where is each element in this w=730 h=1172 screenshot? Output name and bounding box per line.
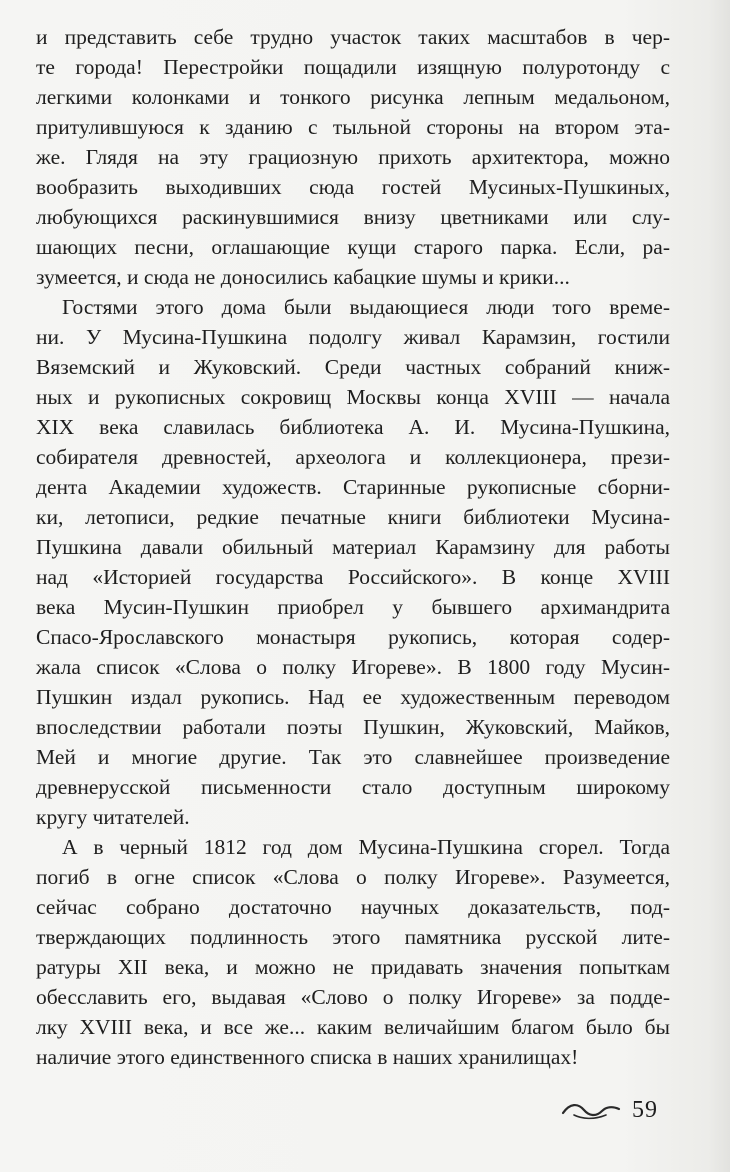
text-line: зумеется, и сюда не доносились кабацкие шумы и крики... [36,265,570,289]
text-line: и представить себе трудно участок таких масштабов в чер- [36,25,670,49]
text-line: погиб в огне список «Слова о полку Игореве». Разумеется, [36,865,670,889]
body-text [36,22,670,1072]
text-line: жала список «Слова о полку Игореве». В 1800 году Мусин- [36,655,670,679]
text-line: сейчас собрано достаточно научных доказательств, под- [36,895,670,919]
text-line: дента Академии художеств. Старинные рукописные сборни- [36,475,670,499]
text-line: ки, летописи, редкие печатные книги библиотеки Мусина- [36,505,670,529]
text-line: собирателя древностей, археолога и коллекционера, прези- [36,445,670,469]
swash-ornament-icon [560,1097,622,1123]
text-line: шающих песни, оглашающие кущи старого парка. Если, ра- [36,235,670,259]
text-line: Пушкин издал рукопись. Над ее художественным переводом [36,685,670,709]
text-line: над «Историей государства Российского». В конце XVIII [36,565,670,589]
text-line: века Мусин-Пушкин приобрел у бывшего архимандрита [36,595,670,619]
text-line: обесславить его, выдавая «Слово о полку Игореве» за подде- [36,985,670,1009]
text-line: ных и рукописных сокровищ Москвы конца XVIII — начала [36,385,670,409]
text-line: ни. У Мусина-Пушкина подолгу живал Карамзин, гостили [36,325,670,349]
text-line: Спасо-Ярославского монастыря рукопись, которая содер- [36,625,670,649]
text-line: древнерусской письменности стало доступным широкому [36,775,670,799]
text-line: ратуры XII века, и можно не придавать значения попыткам [36,955,670,979]
text-line: Вяземский и Жуковский. Среди частных собраний книж- [36,355,670,379]
text-line: Мей и многие другие. Так это славнейшее произведение [36,745,670,769]
page-footer [560,1093,670,1129]
text-line: те города! Перестройки пощадили изящную полуротонду с [36,55,670,79]
page-number: 59 [632,1097,658,1123]
text-line: XIX века славилась библиотека А. И. Мусина-Пушкина, [36,415,670,439]
text-line: впоследствии работали поэты Пушкин, Жуковский, Майков, [36,715,670,739]
text-line: вообразить выходивших сюда гостей Мусиных-Пушкиных, [36,175,670,199]
text-line: любующихся раскинувшимися внизу цветниками или слу- [36,205,670,229]
text-line: Пушкина давали обильный материал Карамзину для работы [36,535,670,559]
text-line: тверждающих подлинность этого памятника русской лите- [36,925,670,949]
text-line: притулившуюся к зданию с тыльной стороны на втором эта- [36,115,670,139]
text-line: легкими колонками и тонкого рисунка лепным медальоном, [36,85,670,109]
text-line: кругу читателей. [36,805,190,829]
text-line: же. Глядя на эту грациозную прихоть архитектора, можно [36,145,670,169]
text-line: Гостями этого дома были выдающиеся люди того време- [62,295,670,319]
text-line: лку XVIII века, и все же... каким величайшим благом было бы [36,1015,670,1039]
text-line: наличие этого единственного списка в наших хранилищах! [36,1045,579,1069]
text-line: А в черный 1812 год дом Мусина-Пушкина сгорел. Тогда [62,835,670,859]
